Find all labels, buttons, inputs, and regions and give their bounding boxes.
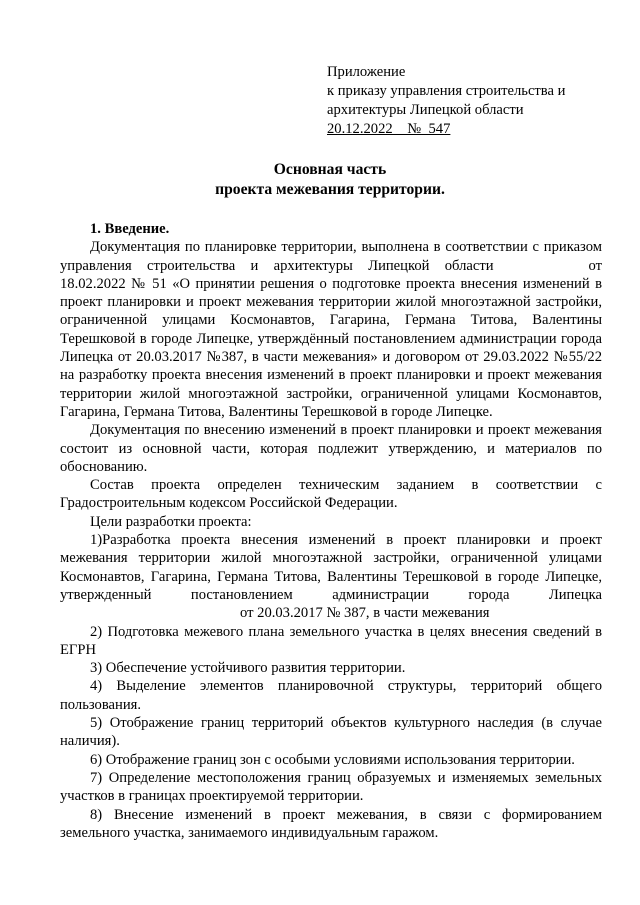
paragraph-composition: Документация по внесению изменений в проект планировки и проект межевания состоит из основной части, которая подлежит утверждению, и материалов по обоснованию. (60, 422, 602, 475)
paragraph-project-structure: Состав проекта определен техническим заданием в соответствии с Градостроительным кодексом Российской Федерации. (60, 477, 602, 512)
goal-item-3: 3) Обеспечение устойчивого развития территории. (90, 660, 406, 677)
paragraph-intro-part-1: Документация по планировке территории, выполнена в соответствии с приказом управления строительства и архитектуры Липецкой области (60, 239, 602, 274)
approval-line-3: архитектуры Липецкой области (327, 102, 524, 118)
paragraph-intro-part-3: 18.02.2022 № 51 «О принятии решения о подготовке проекта внесения изменений в проект планировки и проект межевания территории жилой многоэтажной застройки, ограниченной улицами Космонавтов, Гагарина, Германа Титова, Валентины Терешковой в городе Липецке, утверждённый постановлением администрации города Липецка от 20.03.2017 №387, в части межевания» и договором от 29.03.2022 №55/22 на разработку проекта внесения изменений в проект планировки и проект межевания территории жилой многоэтажной застройки, ограниченной улицами Космонавтов, Гагарина, Германа Титова, Валентины Терешковой в городе Липецке. (60, 275, 602, 420)
goal-item-1-part-3: 20.03.2017 № 387, в части межевания (257, 605, 490, 622)
goal-item-5: 5) Отображение границ территорий объектов культурного наследия (в случае наличия). (60, 715, 602, 750)
section-heading: 1. Введение. (90, 221, 170, 237)
paragraph-intro (60, 238, 602, 421)
paragraph-goals-heading: Цели разработки проекта: (90, 513, 252, 530)
approval-date-number: 20.12.2022 № 547 (327, 121, 451, 137)
title-line-1: Основная часть (273, 161, 387, 178)
paragraph-intro-part-2: от (588, 257, 602, 274)
goal-item-6: 6) Отображение границ зон с особыми условиями использования территории. (90, 751, 575, 768)
document-body (60, 220, 602, 842)
approval-line-1: Приложение (327, 64, 406, 80)
goal-item-7: 7) Определение местоположения границ образуемых и изменяемых земельных участков в границах проектируемой территории. (60, 769, 602, 805)
goal-item-1-part-1: 1)Разработка проекта внесения изменений в проект планировки и проект межевания территории жилой многоэтажной застройки, ограниченной улицами Космонавтов, Гагарина, Германа Титова, Валентины Терешковой в городе Липецке, утвержденный постановлением администрации города Липецка (60, 532, 602, 603)
title-line-2: проекта межевания территории. (215, 181, 445, 198)
goal-item-4: 4) Выделение элементов планировочной структуры, территорий общего пользования. (60, 678, 602, 713)
approval-block (327, 63, 617, 139)
goal-item-2: 2) Подготовка межевого плана земельного участка в целях внесения сведений в ЕГРН (60, 623, 602, 658)
goal-item-1 (60, 531, 602, 622)
document-title (60, 160, 600, 200)
approval-line-2: к приказу управления строительства и (327, 83, 566, 99)
goal-item-8: 8) Внесение изменений в проект межевания, в связи с формированием земельного участка, занимаемого индивидуальным гаражом. (60, 806, 602, 841)
goal-item-1-part-2: от (240, 605, 254, 622)
